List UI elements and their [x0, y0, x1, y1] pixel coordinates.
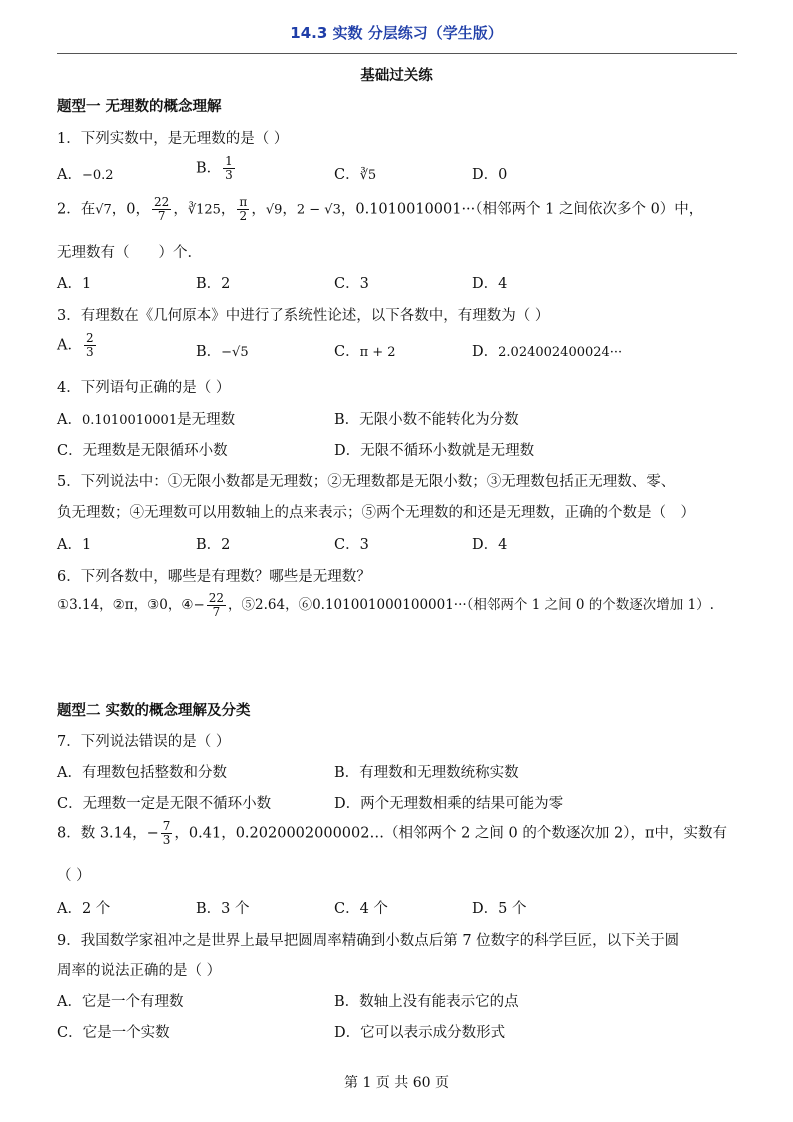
q9-option-b: B．数轴上没有能表示它的点	[334, 994, 519, 1010]
q2-fraction-22-7: $\frac{22}{7}$	[154, 195, 170, 223]
q2-option-a: A．1	[57, 276, 92, 292]
q3-stem: 3．有理数在《几何原本》中进行了系统性论述，以下各数中，有理数为（ ）	[57, 308, 550, 324]
q2-option-b: B．2	[196, 276, 231, 292]
q5-line2: 负无理数；④无理数可以用数轴上的点来表示；⑤两个无理数的和还是无理数，正确的个数是（ ）	[57, 505, 695, 521]
q5-option-d: D．4	[472, 537, 508, 553]
q6-fraction: $\frac{22}{7}$	[208, 591, 225, 619]
q3-option-c: C．π + 2	[334, 344, 396, 360]
q9-line1: 9．我国数学家祖冲之是世界上最早把圆周率精确到小数点后第 7 位数字的科学巨匠，以下关于圆	[57, 933, 680, 949]
q5-option-c: C．3	[334, 537, 369, 553]
q4-stem: 4．下列语句正确的是（ ）	[57, 380, 231, 396]
q2-stem: 2．在√7，0， $\frac{22}{7}$ ，∛125， $\frac{\pi}{2}$ ，√9，2 − √3，0.1010010001···（相邻两个 1 之间依次多个 0）中，	[57, 195, 704, 223]
q5-line1: 5．下列说法中：①无限小数都是无理数；②无理数都是无限小数；③无理数包括正无理数、零、	[57, 474, 676, 490]
q7-option-a: A．有理数包括整数和分数	[57, 765, 227, 781]
q6-stem: 6．下列各数中，哪些是有理数？哪些是无理数？	[57, 569, 371, 585]
q1-option-a: A．−0.2	[57, 167, 114, 183]
q7-option-b: B．有理数和无理数统称实数	[334, 765, 519, 781]
q8-option-c: C．4 个	[334, 901, 388, 917]
q8-stem: 8．数 3.14，− $\frac{7}{3}$ ，0.41，0.2020002000002…（相邻两个 2 之间 0 的个数逐次加 2），π中，实数有	[57, 819, 727, 847]
q7-option-c: C．无理数一定是无限不循环小数	[57, 796, 272, 812]
q1-b-fraction: $\frac{1}{3}$	[225, 154, 233, 182]
page-header: 14.3 实数 分层练习（学生版）	[290, 24, 503, 42]
section-title: 基础过关练	[360, 68, 433, 84]
q3-option-d: D．2.024002400024···	[472, 344, 623, 360]
q3-option-a: A． $\frac{2}{3}$	[57, 331, 94, 359]
q9-option-d: D．它可以表示成分数形式	[334, 1025, 506, 1041]
q1-stem: 1．下列实数中，是无理数的是（ ）	[57, 131, 289, 147]
type2-title: 题型二 实数的概念理解及分类	[57, 703, 251, 719]
q5-option-b: B．2	[196, 537, 231, 553]
q4-option-d: D．无限不循环小数就是无理数	[334, 443, 535, 459]
q1-option-d: D．0	[472, 167, 508, 183]
q9-option-a: A．它是一个有理数	[57, 994, 184, 1010]
q8-option-d: D．5 个	[472, 901, 527, 917]
q7-option-d: D．两个无理数相乘的结果可能为零	[334, 796, 564, 812]
q8-option-a: A．2 个	[57, 901, 111, 917]
type1-title: 题型一 无理数的概念理解	[57, 99, 222, 115]
q2-option-c: C．3	[334, 276, 369, 292]
q8-option-b: B．3 个	[196, 901, 250, 917]
q4-option-c: C．无理数是无限循环小数	[57, 443, 228, 459]
q4-option-b: B．无限小数不能转化为分数	[334, 412, 519, 428]
q5-option-a: A．1	[57, 537, 92, 553]
header-divider	[57, 53, 737, 54]
q1-c-value: ∛5	[359, 168, 377, 183]
q3-option-b: B．−√5	[196, 344, 249, 360]
q2-line2: 无理数有（ ）个．	[57, 245, 202, 261]
page-footer: 第 1 页 共 60 页	[344, 1075, 449, 1091]
q3-a-fraction: $\frac{2}{3}$	[85, 331, 94, 359]
q9-option-c: C．它是一个实数	[57, 1025, 170, 1041]
q9-line2: 周率的说法正确的是（ ）	[57, 963, 222, 979]
q6-items: ①3.14，②π，③0，④− $\frac{22}{7}$ ，⑤2.64，⑥0.101001000100001···（相邻两个 1 之间 0 的个数逐次增加 1）.	[57, 591, 714, 619]
q8-line2: （ ）	[57, 868, 91, 884]
q8-fraction: $\frac{7}{3}$	[162, 819, 171, 847]
q4-option-a: A．0.1010010001是无理数	[57, 412, 236, 428]
q7-stem: 7．下列说法错误的是（ ）	[57, 734, 231, 750]
q1-a-value: −0.2	[81, 168, 114, 183]
q1-option-c: C．∛5	[334, 167, 377, 183]
q2-fraction-pi-2: $\frac{\pi}{2}$	[239, 195, 248, 223]
q1-option-b: B． $\frac{1}{3}$	[196, 154, 233, 182]
q2-option-d: D．4	[472, 276, 508, 292]
